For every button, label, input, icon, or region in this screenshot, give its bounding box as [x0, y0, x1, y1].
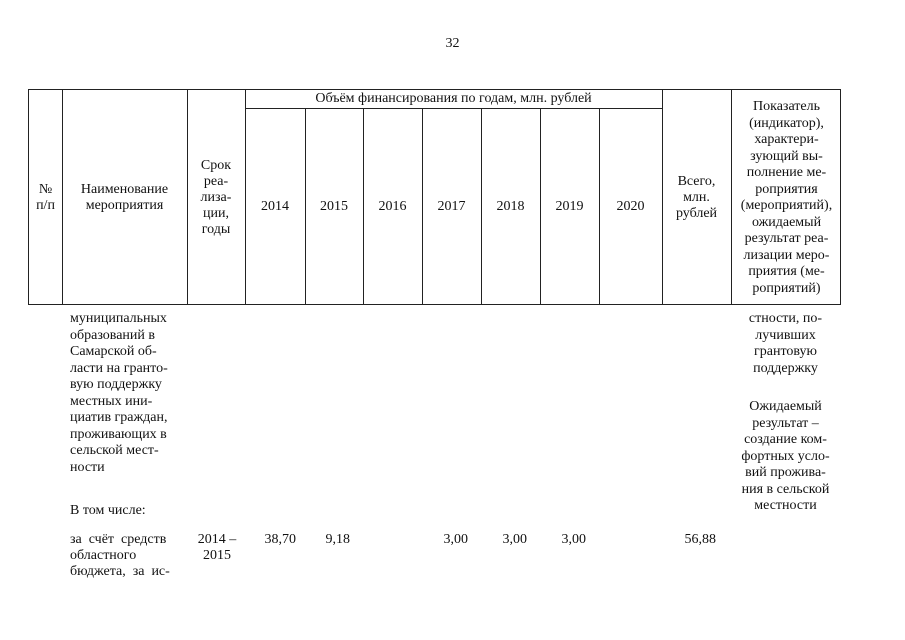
value-2018: 3,00 — [502, 532, 527, 547]
header-name: Наименование мероприятия — [80, 182, 169, 213]
header-year-2015: 2015 — [320, 199, 348, 214]
header-term: Срок реа- лиза- ции, годы — [200, 158, 232, 237]
header-total: Всего, млн. рублей — [675, 174, 718, 221]
header-year-2016: 2016 — [378, 199, 407, 214]
activity-name: муниципальных образований в Самарской об- ласти на гранто- вую поддержку местных ини- циатив граждан, проживающих в сельской мест- ности — [70, 311, 168, 475]
header-funding-title: Объём финансирования по годам, млн. рублей — [315, 91, 592, 106]
header-year-2018: 2018 — [496, 199, 525, 214]
value-2015: 9,18 — [325, 532, 350, 547]
in-total-label: В том числе: — [70, 503, 146, 518]
value-2014: 38,70 — [264, 532, 296, 547]
value-2019: 3,00 — [561, 532, 586, 547]
value-total: 56,88 — [684, 532, 716, 547]
header-year-2014: 2014 — [261, 199, 289, 214]
value-2017: 3,00 — [443, 532, 468, 547]
header-year-2020: 2020 — [616, 199, 645, 214]
table-header — [28, 89, 841, 305]
header-year-2019: 2019 — [555, 199, 584, 214]
header-num: № п/п — [36, 182, 55, 213]
row-name: за счёт средств областного бюджета, за ис- — [70, 532, 170, 579]
row-term: 2014 – 2015 — [197, 532, 237, 563]
indicator-text: стности, по- лучивших грантовую поддержку Ожидаемый результат – создание ком- фортных усло- вий прожива- ния в сельской местности — [741, 311, 830, 513]
header-indicator: Показатель (индикатор), характери- зующий вы- полнение ме- роприятия (мероприятий), ожидаемый результат реа- лизации меро- приятия (ме- роприятий) — [740, 99, 833, 296]
header-year-2017: 2017 — [437, 199, 466, 214]
page-number: 32 — [445, 36, 460, 51]
